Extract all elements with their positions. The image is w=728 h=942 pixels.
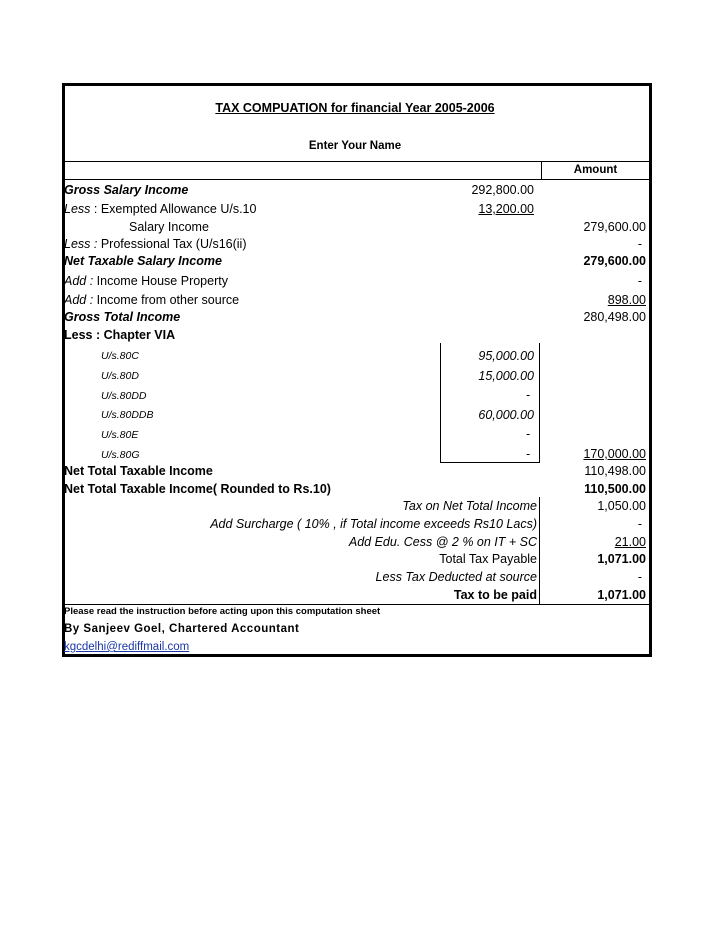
house-property-label: Income House Property [93,274,228,288]
house-property-amount: - [637,274,642,288]
tax-on-net-label: Tax on Net Total Income [402,499,537,513]
deduction-section: U/s.80DD [101,390,147,402]
deduction-value: - [525,427,530,441]
edu-cess-amount: 21.00 [614,535,646,549]
other-source-label: Income from other source [93,293,240,307]
gross-total-amount: 280,498.00 [583,310,646,324]
professional-tax-row [64,238,247,251]
email-link[interactable]: kgcdelhi@rediffmail.com [64,641,190,653]
deduction-value: - [525,388,530,402]
less-prefix: Less [64,202,91,216]
deduction-value: 60,000.00 [478,408,534,422]
instruction-note: Please read the instruction before acting upon this computation sheet [64,606,381,617]
exempted-allowance-value: 13,200.00 [478,202,534,216]
exempted-allowance-label: : Exempted Allowance U/s.10 [90,202,257,216]
salary-income-label: Salary Income [129,220,209,234]
gross-total-label: Gross Total Income [64,310,181,324]
tax-calc-divider [539,497,540,604]
tax-on-net-amount: 1,050.00 [597,499,646,513]
deduction-section: U/s.80DDB [101,409,154,421]
net-taxable-salary-amount: 279,600.00 [583,254,646,268]
net-total-label: Net Total Taxable Income [64,464,213,478]
chapter-via-label: Less : Chapter VIA [64,328,176,342]
sheet-title: TAX COMPUATION for financial Year 2005-2006 [215,101,495,115]
surcharge-amount: - [637,517,642,531]
name-input-cell[interactable]: Enter Your Name [308,140,402,152]
deduction-value: - [525,447,530,461]
deduction-section: U/s.80D [101,370,139,382]
tds-label: Less Tax Deducted at source [375,570,537,584]
tax-calc-bottom [63,604,650,605]
amount-column-header: Amount [573,164,618,176]
gross-salary-value: 292,800.00 [471,183,534,197]
net-taxable-salary-label: Net Taxable Salary Income [64,254,222,268]
deductions-total-amount: 170,000.00 [583,447,646,461]
deduction-section: U/s.80C [101,350,139,362]
gross-salary-label: Gross Salary Income [64,183,189,197]
deduction-value: 95,000.00 [478,349,534,363]
tax-to-be-paid-label: Tax to be paid [453,588,537,602]
tds-amount: - [637,570,642,584]
tax-to-be-paid-amount: 1,071.00 [597,588,646,602]
salary-income-amount: 279,600.00 [583,220,646,234]
net-total-amount: 110,498.00 [584,464,646,478]
net-rounded-amount: 110,500.00 [584,482,646,496]
deduction-section: U/s.80G [101,449,140,461]
deduction-box-right [539,343,540,462]
total-payable-amount: 1,071.00 [597,552,646,566]
add-prefix: Add : [64,274,94,288]
house-property-row [64,275,228,288]
deduction-section: U/s.80E [101,429,139,441]
author-credit: By Sanjeev Goel, Chartered Accountant [64,623,300,635]
other-source-amount: 898.00 [607,293,646,307]
add-prefix: Add : [64,293,94,307]
total-payable-label: Total Tax Payable [439,552,537,566]
net-rounded-label: Net Total Taxable Income( Rounded to Rs.10) [64,482,331,496]
deduction-box-bottom [440,462,540,463]
surcharge-label: Add Surcharge ( 10% , if Total income exceeds Rs10 Lacs) [210,517,537,531]
professional-tax-amount: - [637,237,642,251]
deduction-value: 15,000.00 [478,369,534,383]
exempted-allowance-row [64,203,256,216]
edu-cess-label: Add Edu. Cess @ 2 % on IT + SC [348,535,537,549]
header-divider [63,161,650,162]
other-source-row [64,294,239,307]
professional-tax-label: Professional Tax (U/s16(ii) [97,237,247,251]
less-prefix: Less : [64,237,98,251]
amount-header-divider [63,179,650,180]
